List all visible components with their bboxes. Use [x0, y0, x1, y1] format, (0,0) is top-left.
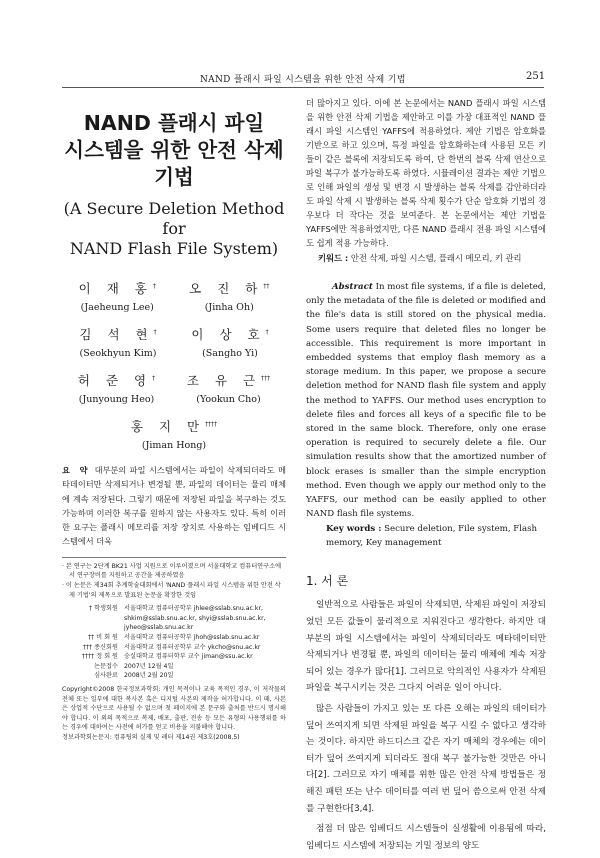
- info-value: 서울대학교 컴퓨터공학부 jhoh@sslab.snu.ac.kr: [124, 633, 260, 641]
- info-value: 2007년 12월 4일: [124, 662, 174, 670]
- info-key: †††† 정 회 원: [81, 653, 118, 661]
- author: [189, 279, 269, 313]
- footnote-item: · 이 논문은 제34회 추계학술대회에서 'NAND 플래시 파일 시스템을 위한 안전 삭제 기법'의 제목으로 발표된 논문을 확장한 것임: [62, 581, 281, 599]
- section-heading: 1. 서 론: [306, 574, 349, 589]
- info-key: 심사완료: [94, 672, 118, 680]
- info-value: 2008년 2월 20일: [124, 672, 174, 680]
- title-english-line: NAND Flash File System): [69, 239, 279, 258]
- author: [131, 417, 217, 451]
- footnotes: [62, 557, 286, 743]
- author: [187, 371, 270, 405]
- title-english: [62, 199, 286, 259]
- body-paragraph: 많은 사람들이 가지고 있는 또 다른 오해는 파일의 데이터가 덮어 쓰여지게 되면 삭제된 파일을 복구 시킬 수 없다고 생각하는 것이다. 하지만 하드디스크 같은 자기 매체의 경우에는 데이터가 덮어 쓰여지게 되더라도 절대 복구 불가능한 것만은 아니다[2]. 그러므로 자기 매체를 위한 많은 안전 삭제 방법들은 정해진 패턴 또는 난수 데이터를 여러 번 덮어 씀으로써 안전 삭제를 구현한다[3,4].: [306, 704, 546, 814]
- info-key: †† 비 회 원: [87, 633, 118, 641]
- abstract-korean-label: 요 약: [62, 465, 91, 475]
- running-title: NAND 플래시 파일 시스템을 위한 안전 삭제 기법: [200, 75, 406, 85]
- abstract-korean-text: 대부분의 파일 시스템에서는 파일이 삭제되더라도 메타데이터만 삭제되거나 변경될 뿐, 파일의 데이터는 물리 매체에 계속 저장된다. 그렇기 때문에 저장된 파일을 복구하는 것도 가능하며 이러한 복구를 원하지 않는 사용자도 있다. 특히 이러한 요구는 플래시 메모리를 저장 장치로 사용하는 임베디드 시스템에서 더욱: [62, 465, 287, 547]
- author-name-en: (Jinha Oh): [204, 302, 254, 313]
- abstract-english-text: In most file systems, if a file is deleted, only the metadata of the file is deleted or modified and the file's data is still stored on the physical media. Some users require that deleted files no longer be accessible. This requirement is more important in embedded systems that employ flash memory as a storage medium. In this paper, we propose a secure deletion method for NAND flash file system and apply the method to YAFFS. Our method uses encryption to delete files and forces all keys of a specific file to be stored in the same block. Therefore, only one erase operation is required to securely delete a file. Our simulation results show that the amortized number of block erases is smaller than the simple encryption method. Even though we apply our method only to the YAFFS, our method can be easily applied to other NAND flash file systems.: [306, 282, 547, 520]
- info-value: 서울대학교 컴퓨터공학부 교수 ykcho@snu.ac.kr: [124, 643, 261, 651]
- author-name-ko: 이 재 홍: [78, 281, 153, 296]
- left-column: [62, 96, 286, 742]
- author-name-en: (Junyoung Heo): [78, 394, 155, 405]
- author: [79, 325, 156, 359]
- footnote-item: · 본 연구는 2단계 BK21 사업 지원으로 이루어졌으며 서울대학교 컴퓨터연구소에서 연구장비를 지원하고 공간을 제공하였음: [62, 562, 282, 580]
- abstract-english-label: Abstract: [332, 282, 373, 292]
- author-name-en: (Seokhyun Kim): [79, 348, 157, 359]
- author-mark: †: [152, 282, 156, 290]
- keywords-english-text: Secure deletion, File system, Flash memory, Key management: [326, 524, 538, 548]
- abstract-korean-continued: 더 많아지고 있다. 이에 본 논문에서는 NAND 플래시 파일 시스템을 위한 안전 삭제 기법을 제안하고 이를 가장 대표적인 NAND 플래시 파일 시스템인 YAFFS에 적용하였다. 제안 기법은 암호화를 기반으로 하고 있으며, 특정 파일을 암호화하는데 사용된 모든 키들이 같은 블록에 저장되도록 하여, 단 한번의 블록 삭제 연산으로 파일 복구가 불가능하도록 하였다. 시뮬레이션 결과는 제안 기법으로 인해 파일의 생성 및 변경 시 발생하는 블록 삭제를 감안하더라도 파일 삭제 시 발생하는 블록 삭제 횟수가 단순 암호화 기법의 경우보다 더 작다는 것을 보여준다. 본 논문에서는 제안 기법을 YAFFS에만 적용하였지만, 다른 NAND 플래시 전용 파일 시스템에도 쉽게 적용 가능하다.: [306, 98, 546, 248]
- body-paragraph: 일반적으로 사람들은 파일이 삭제되면, 삭제된 파일이 저장되었던 모든 값들이 물리적으로 지워진다고 생각한다. 하지만 대부분의 파일 시스템에서는 파일이 삭제되더라도 메타데이터만 삭제되거나 변경될 뿐, 파일의 데이터는 물리 매체에 계속 저장되어 있는 경우가 많다[1]. 그러므로 악의적인 사용자가 삭제된 파일을 복구시키는 것은 그다지 어려운 일이 아니다.: [306, 600, 546, 694]
- info-key: 논문접수: [94, 662, 118, 670]
- author-name-ko: 허 준 영: [77, 373, 153, 388]
- author-mark: †: [265, 328, 269, 336]
- section-body: [306, 597, 546, 854]
- keywords-korean-text: 안전 삭제, 파일 시스템, 플래시 메모리, 키 관리: [350, 253, 522, 263]
- author-name-en: (Jaeheung Lee): [80, 302, 154, 313]
- author-name-ko: 오 진 하: [189, 281, 264, 296]
- author-info: [62, 604, 286, 681]
- info-key: † 학생회원: [89, 605, 118, 613]
- copyright-notice: Copyright©2008 한국정보과학회: 개인 목적이나 교육 목적인 경우, 이 저작물의 전체 또는 일부에 대한 복사본 혹은 디지털 사본의 제작을 허가합니다. 이 때, 사본은 상업적 수단으로 사용될 수 없으며 첫 페이지에 본 문구와 출처를 반드시 명시해야 합니다. 이 외의 목적으로 복제, 배포, 출판, 전송 등 모든 유형의 사용행위를 하는 경우에 대하여는 사전에 허가를 얻고 비용을 지불해야 합니다.: [62, 685, 286, 732]
- keywords-english: [306, 523, 546, 550]
- abstract-korean: [62, 463, 286, 549]
- info-value: 숭실대학교 컴퓨터학부 교수 jiman@ssu.ac.kr: [124, 653, 253, 661]
- author-name-en: (Jiman Hong): [141, 440, 207, 451]
- author-mark: †: [153, 328, 157, 336]
- author-name-ko: 김 석 현: [79, 327, 154, 342]
- author-name-ko: 홍 지 만: [130, 419, 206, 434]
- journal-info: 정보과학회논문지: 컴퓨팅의 실제 및 레터 제14권 제3호(2008.5): [62, 733, 240, 741]
- author-list: [62, 279, 286, 451]
- keywords-english-label: Key words :: [326, 524, 382, 535]
- author: [79, 279, 156, 313]
- author-name-ko: 이 상 호: [191, 327, 266, 342]
- author-name-en: (Sangho Yi): [202, 348, 258, 359]
- title-korean-line: NAND 플래시 파일: [83, 111, 265, 135]
- author-mark: †: [152, 374, 156, 382]
- author: [78, 371, 155, 405]
- author-mark: ††††: [205, 420, 218, 428]
- title-korean-line: 시스템을 위한 안전 삭제: [64, 138, 284, 162]
- title-english-line: (A Secure Deletion Method for: [63, 199, 285, 238]
- keywords-korean-label: 키워드 :: [318, 253, 349, 263]
- keywords-korean: [306, 252, 546, 264]
- page-number: 251: [526, 71, 546, 82]
- author-name-ko: 조 유 근: [186, 373, 262, 388]
- author-mark: ††: [263, 282, 270, 290]
- author-name-en: (Yookun Cho): [196, 394, 261, 405]
- abstract-english: [306, 280, 546, 521]
- right-column: [306, 96, 546, 858]
- title-korean-line: 기법: [154, 165, 194, 189]
- title-korean: [62, 110, 286, 191]
- header-rule: [62, 87, 544, 88]
- body-paragraph: 점점 더 많은 임베디드 시스템들이 실생활에 이용됨에 따라, 임베디드 시스템에 저장되는 기밀 정보의 양도: [306, 824, 546, 851]
- info-value: 서울대학교 컴퓨터공학부 jhlee@sslab.snu.ac.kr, shkim@sslab.snu.ac.kr, shyi@sslab.snu.ac.kr, jyheo@sslab.snu.ac.kr: [124, 605, 266, 632]
- author: [191, 325, 268, 359]
- author-mark: †††: [261, 374, 271, 382]
- info-key: ††† 종신회원: [82, 643, 118, 651]
